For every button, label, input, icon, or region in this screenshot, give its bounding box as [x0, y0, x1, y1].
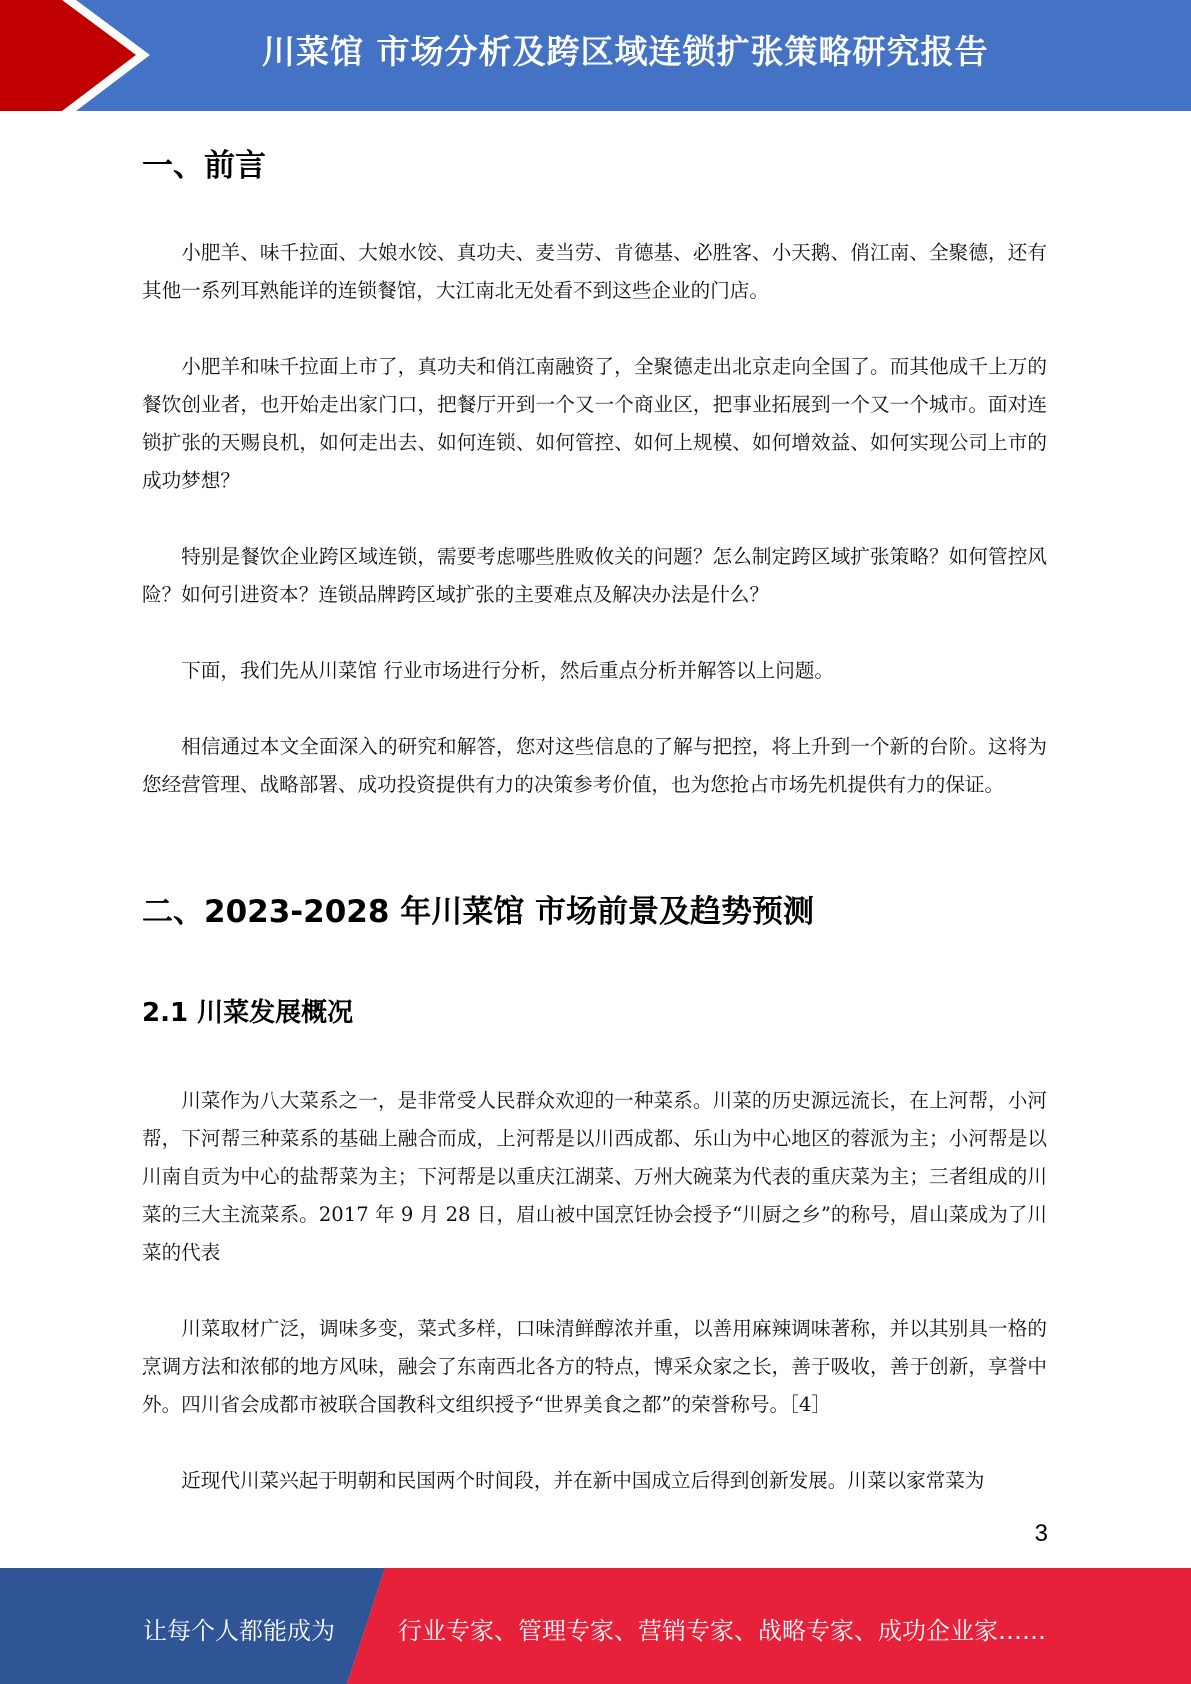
- paragraph: 特别是餐饮企业跨区域连锁，需要考虑哪些胜败攸关的问题？怎么制定跨区域扩张策略？如何管控风险？如何引进资本？连锁品牌跨区域扩张的主要难点及解决办法是什么？: [142, 545, 1047, 606]
- paragraph: 小肥羊、味千拉面、大娘水饺、真功夫、麦当劳、肯德基、必胜客、小天鹅、俏江南、全聚德，还有其他一系列耳熟能详的连锁餐馆，大江南北无处看不到这些企业的门店。: [142, 241, 1047, 302]
- footer-slogan-left: 让每个人都能成为: [143, 1617, 335, 1645]
- subsection-heading: 2.1 川菜发展概况: [142, 998, 354, 1028]
- paragraph: 相信通过本文全面深入的研究和解答，您对这些信息的了解与把控，将上升到一个新的台阶。这将为您经营管理、战略部署、成功投资提供有力的决策参考价值，也为您抢占市场先机提供有力的保证。: [142, 735, 1047, 796]
- paragraph: 川菜取材广泛，调味多变，菜式多样，口味清鲜醇浓并重，以善用麻辣调味著称，并以其别具一格的烹调方法和浓郁的地方风味，融会了东南西北各方的特点，博采众家之长，善于吸收，善于创新，享誉中外。四川省会成都市被联合国教科文组织授予“世界美食之都”的荣誉称号。［4］: [142, 1317, 1047, 1416]
- section-heading-preface: 一、前言: [142, 148, 266, 184]
- section-heading-forecast: 二、2023-2028 年川菜馆 市场前景及趋势预测: [142, 894, 815, 930]
- paragraph: 小肥羊和味千拉面上市了，真功夫和俏江南融资了，全聚德走出北京走向全国了。而其他成千上万的餐饮创业者，也开始走出家门口，把餐厅开到一个又一个商业区，把事业拓展到一个又一个城市。面对连锁扩张的天赐良机，如何走出去、如何连锁、如何管控、如何上规模、如何增效益、如何实现公司上市的成功梦想？: [142, 355, 1047, 492]
- page-number: 3: [1034, 1520, 1048, 1547]
- paragraph: 近现代川菜兴起于明朝和民国两个时间段，并在新中国成立后得到创新发展。川菜以家常菜为: [181, 1469, 985, 1492]
- page-header: [0, 0, 1191, 111]
- footer-slogan-right: 行业专家、管理专家、营销专家、战略专家、成功企业家……: [398, 1617, 1046, 1645]
- report-title: 川菜馆 市场分析及跨区域连锁扩张策略研究报告: [262, 32, 989, 71]
- page-footer: [0, 1568, 1191, 1684]
- paragraph: 下面，我们先从川菜馆 行业市场进行分析，然后重点分析并解答以上问题。: [181, 659, 835, 682]
- paragraph: 川菜作为八大菜系之一，是非常受人民群众欢迎的一种菜系。川菜的历史源远流长，在上河帮，小河帮，下河帮三种菜系的基础上融合而成，上河帮是以川西成都、乐山为中心地区的蓉派为主；小河帮是以川南自贡为中心的盐帮菜为主；下河帮是以重庆江湖菜、万州大碗菜为代表的重庆菜为主；三者组成的川菜的三大主流菜系。2017 年 9 月 28 日，眉山被中国烹饪协会授予“川厨之乡”的称号，眉山菜成为了川菜的代表: [142, 1089, 1047, 1264]
